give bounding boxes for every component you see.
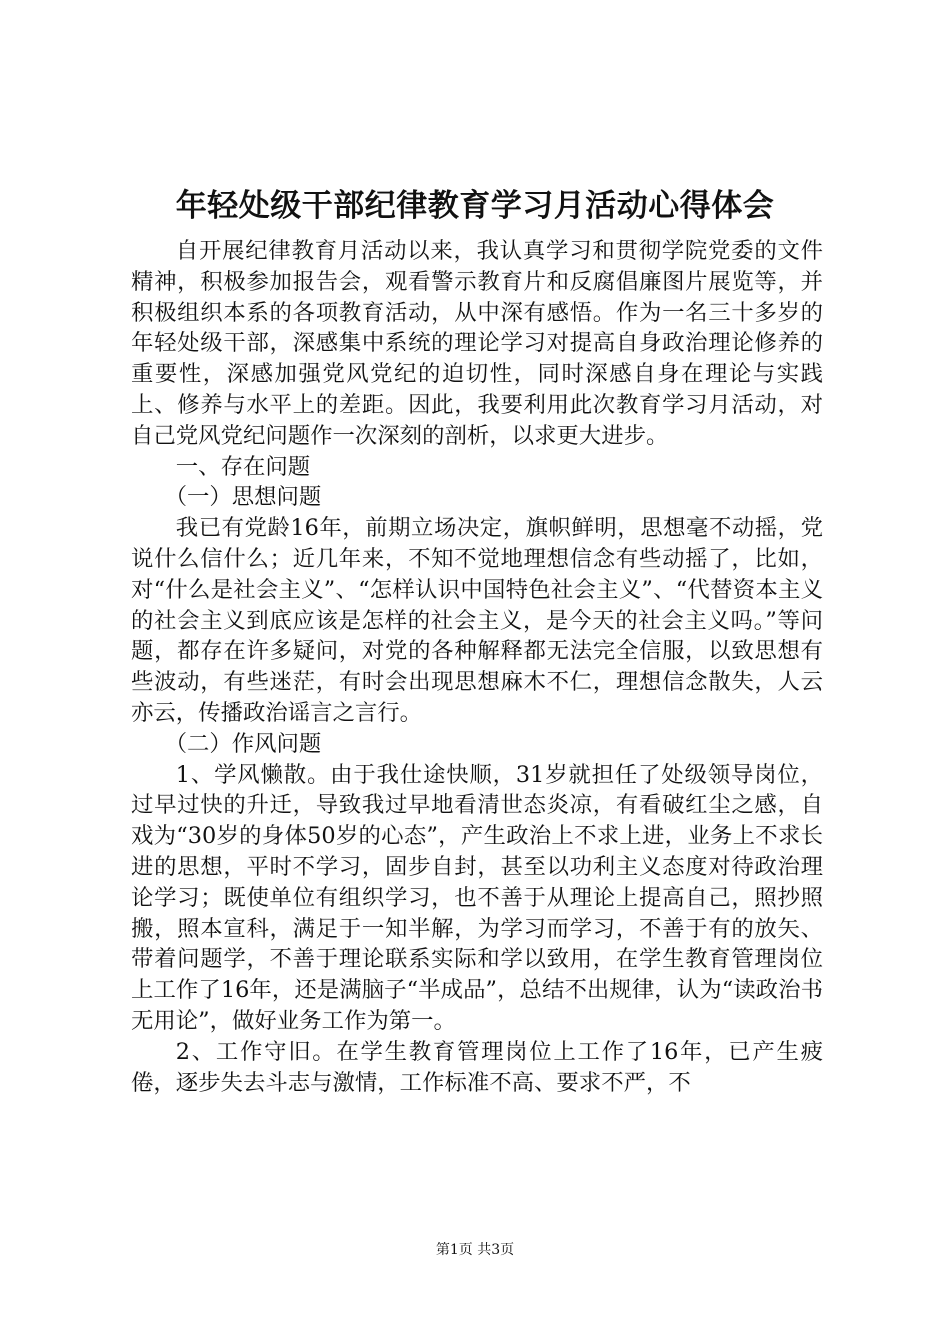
work-style-paragraph: 2、工作守旧。在学生教育管理岗位上工作了16年，已产生疲倦，逐步失去斗志与激情，工作标准不高、要求不严，不 <box>131 1038 823 1096</box>
page-number-footer: 第1页 共3页 <box>435 1242 515 1258</box>
study-style-paragraph: 1、学风懒散。由于我仕途快顺，31岁就担任了处级领导岗位，过早过快的升迁，导致我过早地看清世态炎凉，有看破红尘之感，自戏为“30岁的身体50岁的心态”，产生政治上不求上进，业务上不求长进的思想，平时不学习，固步自封，甚至以功利主义态度对待政治理论学习；既使单位有组织学习，也不善于从理论上提高自己，照抄照搬，照本宣科，满足于一知半解，为学习而学习，不善于有的放矢、带着问题学，不善于理论联系实际和学以致用，在学生教育管理岗位上工作了16年，还是满脑子“半成品”，总结不出规律，认为“读政治书无用论”，做好业务工作为第一。 <box>131 761 823 1034</box>
subsection-heading-style: （二）作风问题 <box>164 730 322 757</box>
document-title: 年轻处级干部纪律教育学习月活动心得体会 <box>175 188 775 224</box>
document-body <box>131 236 823 1098</box>
subsection-heading-thought: （一）思想问题 <box>164 484 322 511</box>
intro-paragraph: 自开展纪律教育月活动以来，我认真学习和贯彻学院党委的文件精神，积极参加报告会，观看警示教育片和反腐倡廉图片展览等，并积极组织本系的各项教育活动，从中深有感悟。作为一名三十多岁的年轻处级干部，深感集中系统的理论学习对提高自身政治理论修养的重要性，深感加强党风党纪的迫切性，同时深感自身在理论与实践上、修养与水平上的差距。因此，我要利用此次教育学习月活动，对自己党风党纪问题作一次深刻的剖析，以求更大进步。 <box>131 238 823 449</box>
section-heading-problems: 一、存在问题 <box>175 453 311 480</box>
thought-problem-paragraph: 我已有党龄16年，前期立场决定，旗帜鲜明，思想毫不动摇，党说什么信什么；近几年来，不知不觉地理想信念有些动摇了，比如，对“什么是社会主义”、“怎样认识中国特色社会主义”、“代替资本主义的社会主义到底应该是怎样的社会主义，是今天的社会主义吗。”等问题，都存在许多疑问，对党的各种解释都无法完全信服，以致思想有些波动，有些迷茫，有时会出现思想麻木不仁，理想信念散失，人云亦云，传播政治谣言之言行。 <box>131 515 823 726</box>
